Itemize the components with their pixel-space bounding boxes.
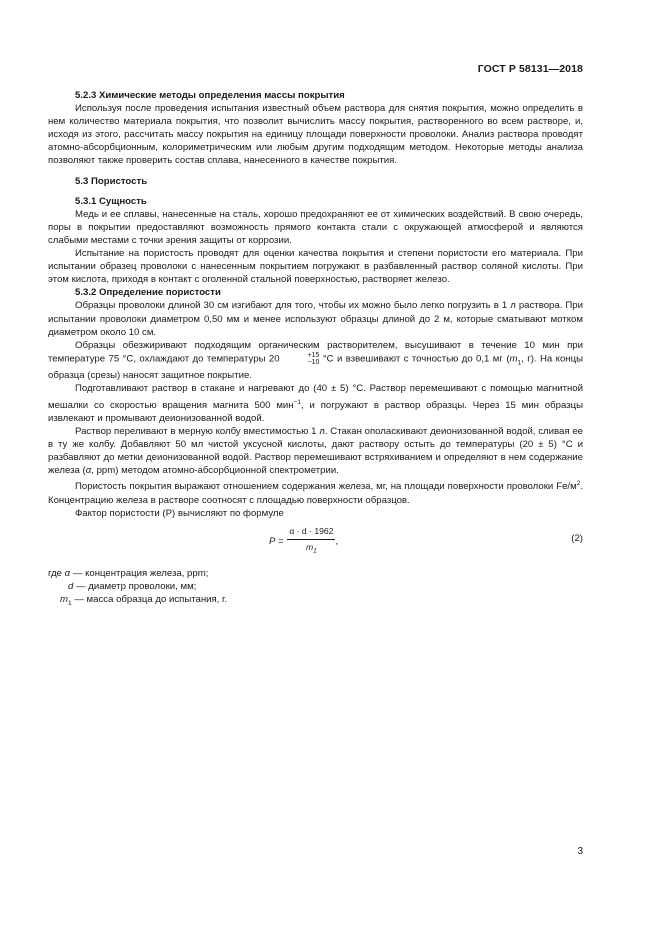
paragraph: Испытание на пористость проводят для оценки качества покрытия и степени пористости его материала. При испытании образец проволоки с нанесенным покрытием погружают в разбавленный раствор соляной кислоты. При этом кислота, приходя в контакт с оголенной стальной поверхностью, растворяет железо.	[48, 248, 583, 286]
paragraph: Подготавливают раствор в стакане и нагревают до (40 ± 5) °С. Раствор перемешивают с помощью магнитной мешалки со скоростью вращения магнита 500 мин$^{-1}$, и погружают в раствор образцы. Через 15 мин образцы извлекают и промывают деионизованной водой.	[48, 383, 583, 424]
paragraph: Образцы проволоки длиной 30 см изгибают для того, чтобы их можно было легко погрузить в 1 л раствора. При испытании проволоки диаметром 0,50 мм и менее используют образцы длиной до 2 м, которые сматывают мотком диаметром около 10 см.	[48, 300, 583, 338]
section-heading-5-2-3: 5.2.3 Химические методы определения массы покрытия	[75, 90, 345, 101]
section-heading-5-3: 5.3 Пористость	[75, 175, 148, 187]
section-heading-5-3-2: 5.3.2 Определение пористости	[75, 287, 221, 299]
definition-m1: $m_1$ — масса образца до испытания, г.	[60, 593, 228, 607]
variable-definitions	[48, 567, 583, 610]
definition-d: d — диаметр проволоки, мм;	[68, 580, 197, 592]
paragraph: Используя после проведения испытания известный объем раствора для снятия покрытия, можно определить в нем количество материала покрытия, что позволит вычислить массу покрытия, растворенного во всем растворе, и, исходя из этого, рассчитать массу покрытия на единицу площади поверхности проволоки. Анализ раствора проводят атомно-абсорбционным, колориметрическим или любым другим подходящим методом. Некоторые методы анализа позволяют также проверить состав сплава, нанесенного в качестве покрытия.	[48, 103, 583, 167]
paragraph: Фактор пористости (Р) вычисляют по формуле	[75, 507, 284, 519]
standard-number: ГОСТ Р 58131—2018	[477, 63, 583, 75]
paragraph: Медь и ее сплавы, нанесенные на сталь, хорошо предохраняют ее от химических воздействий. В свою очередь, поры в покрытии предоставляют возможность прямого контакта стали с окружающей атмосферой и являются слабыми местами с точки зрения защиты от коррозии.	[48, 208, 583, 246]
document-body	[48, 89, 583, 610]
formula-fraction: $\frac{\alpha \cdot d \cdot 1962}{m_1}$	[289, 525, 334, 555]
paragraph: Раствор переливают в мерную колбу вместимостью 1 л. Стакан ополаскивают деионизованной водой, сливая ее в ту же колбу. Добавляют 50 мл чистой уксусной кислоты, дают раствору остыть до температуры (20 ± 5) °С и разбавляют до метки деионизованной водой. Раствор перемешивают встряхиванием и определяют в нем содержание железа (α, ppm) методом атомно-абсорбционной спектрометрии.	[48, 425, 583, 477]
formula-number: (2)	[571, 532, 583, 544]
paragraph: Пористость покрытия выражают отношением содержания железа, мг, на площади поверхности проволоки $Fe/м^2$. Концентрацию железа в растворе соотносят с площадью поверхности образцов.	[48, 480, 583, 506]
paragraph: Образцы обезжиривают подходящим органическим растворителем, высушивают в течение 10 мин при температуре 75 °С, охлаждают до температуры 20 +15 −10 °С и взвешивают с точностью до 0,1 мг ($m_1$, г). На концы образца (срезы) наносят защитное покрытие.	[48, 339, 583, 382]
page-number: 3	[577, 846, 583, 857]
definition-alpha: где α — концентрация железа, ppm;	[48, 567, 209, 579]
formula-expression: P = $\frac{\alpha \cdot d \cdot 1962}{m_1}$ ,	[269, 525, 338, 558]
section-heading-5-3-1: 5.3.1 Сущность	[75, 195, 147, 207]
formula-2	[48, 523, 583, 557]
